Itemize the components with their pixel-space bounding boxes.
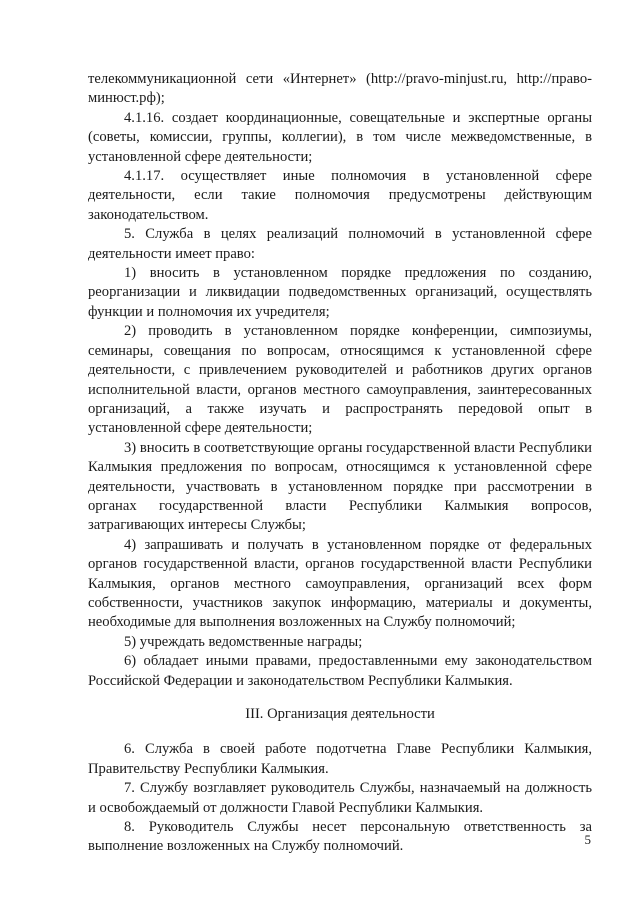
paragraph-6: 6. Служба в своей работе подотчетна Главе Республики Калмыкия, Правительству Республики Калмыкия. [88, 741, 592, 777]
list-item-right-1: 1) вносить в установленном порядке предложения по созданию, реорганизации и ликвидации подведомственных организаций, осуществлять функции и полномочия их учредителя; [88, 265, 592, 320]
page-number: 5 [584, 832, 591, 847]
section-heading: III. Организация деятельности [245, 706, 435, 722]
paragraph-8: 8. Руководитель Службы несет персональную ответственность за выполнение возложенных на Службу полномочий. [88, 819, 592, 855]
list-item-right-6: 6) обладает иными правами, предоставленными ему законодательством Российской Федерации и законодательством Республики Калмыкия. [88, 653, 592, 689]
list-item-right-5: 5) учреждать ведомственные награды; [124, 633, 363, 650]
document-page [88, 70, 592, 857]
paragraph-continuation: телекоммуникационной сети «Интернет» (http://pravo-minjust.ru, http://право-минюст.рф); [88, 71, 592, 107]
paragraph-4-1-16: 4.1.16. создает координационные, совещательные и экспертные органы (советы, комиссии, группы, коллегии), в том числе межведомственные, в установленной сфере деятельности; [88, 109, 592, 165]
list-item-right-2: 2) проводить в установленном порядке конференции, симпозиумы, семинары, совещания по вопросам, относящимся к установленной сфере деятельности, с привлечением руководителей и работников других органов исполнительной власти, органов местного самоуправления, заинтересованных организаций, а также изучать и распространять передовой опыт в установленной сфере деятельности; [88, 323, 592, 437]
section-before [88, 70, 592, 691]
paragraph-7: 7. Службу возглавляет руководитель Службы, назначаемый на должность и освобождаемый от должности Главой Республики Калмыкия. [88, 780, 592, 816]
section-after [88, 740, 592, 856]
paragraph-5-rights-intro: 5. Служба в целях реализаций полномочий в установленной сфере деятельности имеет право: [88, 226, 592, 262]
list-item-right-4: 4) запрашивать и получать в установленном порядке от федеральных органов государственной власти, органов государственной власти Республики Калмыкия, органов местного самоуправления, организаций всех форм собственности, участников закупок информацию, материалы и документы, необходимые для выполнения возложенных на Службу полномочий; [88, 536, 592, 631]
list-item-right-3: 3) вносить в соответствующие органы государственной власти Республики Калмыкия предложения по вопросам, относящимся к установленной сфере деятельности, участвовать в установленном порядке при рассмотрении в органах государственной власти Республики Калмыкия вопросов, затрагивающих интересы Службы; [88, 439, 592, 534]
paragraph-4-1-17: 4.1.17. осуществляет иные полномочия в установленной сфере деятельности, если такие полномочия предусмотрены действующим законодательством. [88, 168, 592, 223]
